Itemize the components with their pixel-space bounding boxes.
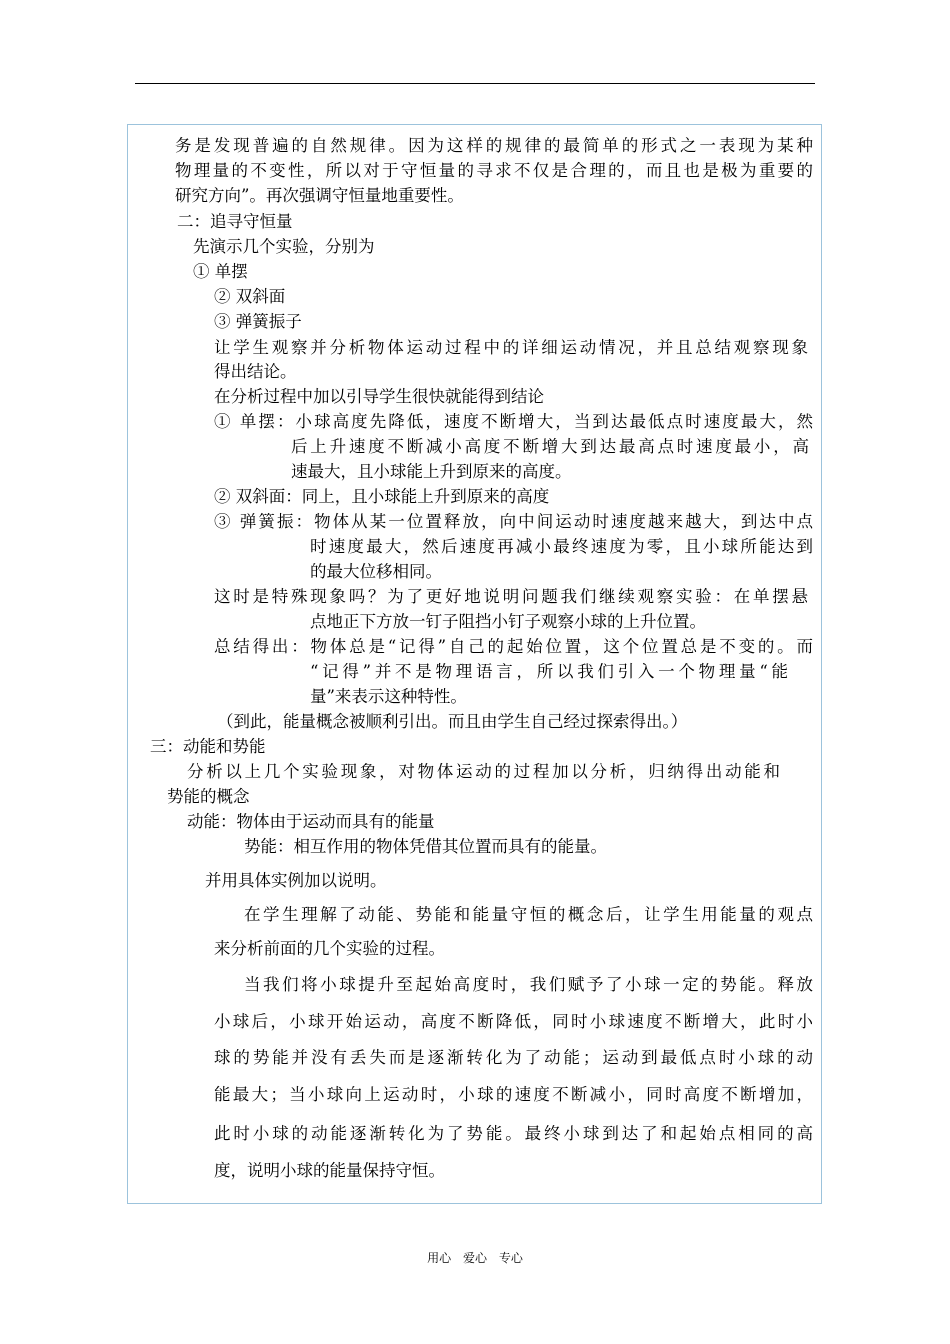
paragraph-line: 分析以上几个实验现象，对物体运动的过程加以分析，归纳得出动能和 [187, 762, 780, 781]
paragraph-line: 总结得出：物体总是“记得”自己的起始位置，这个位置总是不变的。而 [214, 637, 813, 656]
list-item: ③ 弹簧振子 [214, 312, 302, 331]
list-item: 后上升速度不断减小高度不断增大到达最高点时速度最小，高 [291, 437, 809, 456]
footer-text: 爱心 [462, 1251, 487, 1265]
list-item: 时速度最大，然后速度再减小最终速度为零，且小球所能达到 [310, 537, 813, 556]
paragraph-line: 点地正下方放一钉子阻挡小钉子观察小球的上升位置。 [310, 612, 706, 631]
paragraph-line: 这时是特殊现象吗？为了更好地说明问题我们继续观察实验：在单摆悬 [214, 587, 808, 606]
footer-text: 用心 [427, 1251, 452, 1265]
list-item: 的最大位移相同。 [310, 562, 442, 581]
paragraph-line: 来分析前面的几个实验的过程。 [214, 939, 445, 958]
list-item: ① 单摆 [193, 262, 248, 281]
list-item: 速最大，且小球能上升到原来的高度。 [291, 462, 572, 481]
paragraph-line: 务是发现普遍的自然规律。因为这样的规律的最简单的形式之一表现为某种 [175, 136, 813, 155]
section-heading: 二：追寻守恒量 [177, 212, 293, 231]
header-rule [135, 83, 815, 84]
paragraph-line: “记得”并不是物理语言，所以我们引入一个物理量“能 [310, 662, 788, 681]
footer-text: 专心 [498, 1251, 523, 1265]
paragraph-line: 物理量的不变性，所以对于守恒量的寻求不仅是合理的，而且也是极为重要的 [175, 161, 813, 180]
paragraph-line: 小球后，小球开始运动，高度不断降低，同时小球速度不断增大，此时小 [214, 1012, 813, 1031]
list-item: ② 双斜面 [214, 287, 286, 306]
paragraph-line: 此时小球的动能逐渐转化为了势能。最终小球到达了和起始点相同的高 [214, 1124, 813, 1143]
list-item: ② 双斜面：同上，且小球能上升到原来的高度 [214, 487, 550, 506]
paragraph-line: 度，说明小球的能量保持守恒。 [214, 1161, 445, 1180]
paragraph-line: 势能的概念 [167, 787, 250, 806]
paragraph-line: 量”来表示这种特性。 [310, 687, 467, 706]
paragraph-line: 在分析过程中加以引导学生很快就能得到结论 [214, 387, 544, 406]
paragraph-line: （到此，能量概念被顺利引出。而且由学生自己经过探索得出。） [217, 712, 688, 731]
paragraph-line: 球的势能并没有丢失而是逐渐转化为了动能；运动到最低点时小球的动 [214, 1048, 813, 1067]
list-item: ③ 弹簧振：物体从某一位置释放，向中间运动时速度越来越大，到达中点 [214, 512, 813, 531]
paragraph-line: 能最大；当小球向上运动时，小球的速度不断减小，同时高度不断增加， [214, 1085, 813, 1104]
page-footer [0, 1249, 950, 1266]
list-item: ① 单摆：小球高度先降低，速度不断增大，当到达最低点时速度最大，然 [214, 412, 813, 431]
paragraph-line: 让学生观察并分析物体运动过程中的详细运动情况，并且总结观察现象 [214, 338, 808, 357]
paragraph-line: 先演示几个实验，分别为 [193, 237, 375, 256]
paragraph-line: 研究方向”。再次强调守恒量地重要性。 [175, 186, 464, 205]
paragraph-line: 当我们将小球提升至起始高度时，我们赋予了小球一定的势能。释放 [244, 975, 813, 994]
section-heading: 三：动能和势能 [150, 737, 266, 756]
paragraph-line: 得出结论。 [214, 362, 297, 381]
definition-line: 动能：物体由于运动而具有的能量 [187, 812, 435, 831]
paragraph-line: 在学生理解了动能、势能和能量守恒的概念后，让学生用能量的观点 [244, 905, 813, 924]
definition-line: 势能：相互作用的物体凭借其位置而具有的能量。 [244, 837, 607, 856]
paragraph-line: 并用具体实例加以说明。 [205, 871, 387, 890]
